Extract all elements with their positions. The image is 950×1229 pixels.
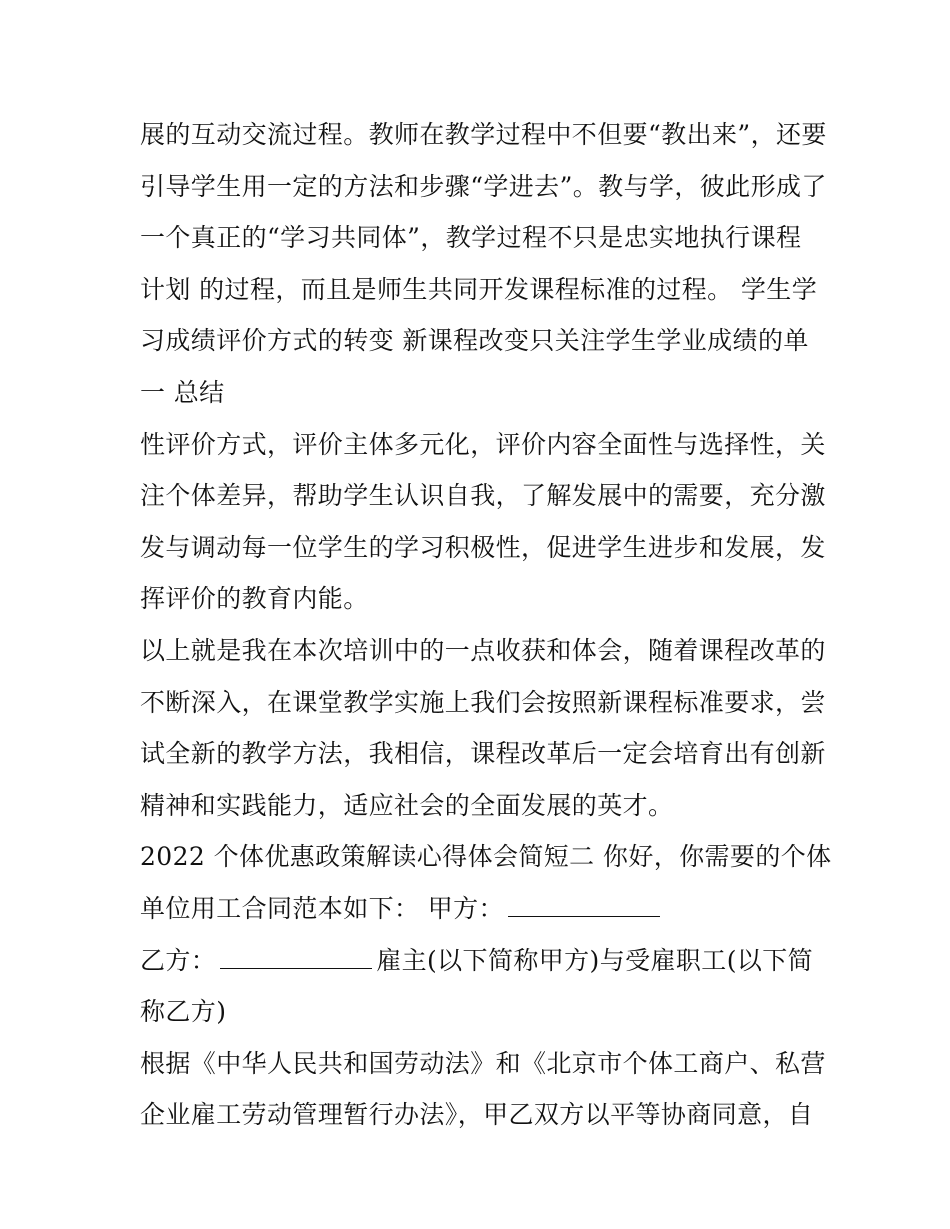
text-line: 习成绩评价方式的转变 新课程改变只关注学生学业成绩的单 [140, 326, 809, 356]
text-line: 引导学生用一定的方法和步骤“学进去”。教与学，彼此形成了 [140, 171, 827, 201]
text-line: 不断深入，在课堂教学实施上我们会按照新课程标准要求，尝 [140, 687, 826, 717]
text-line: 一 总结 [140, 377, 225, 407]
text-line: 以上就是我在本次培训中的一点收获和体会，随着课程改革的 [140, 635, 826, 665]
party-a-text: 单位用工合同范本如下： 甲方： [140, 893, 504, 923]
text-line: 企业雇工劳动管理暂行办法》，甲乙双方以平等协商同意，自 [140, 1100, 814, 1130]
party-b-label: 乙方： [140, 945, 217, 975]
text-line: 精神和实践能力，适应社会的全面发展的英才。 [140, 790, 674, 820]
text-line: 展的互动交流过程。教师在教学过程中不但要“教出来”，还要 [140, 120, 827, 149]
text-line: 计划 的过程，而且是师生共同开发课程标准的过程。 学生学 [140, 274, 818, 304]
party-b-blank [220, 948, 372, 969]
text-line: 称乙方) [140, 997, 227, 1027]
text-line: 挥评价的教育内能。 [140, 584, 369, 614]
text-line: 试全新的教学方法，我相信，课程改革后一定会培育出有创新 [140, 739, 826, 769]
document-body [140, 109, 832, 1141]
text-line: 一个真正的“学习共同体”，教学过程不只是忠实地执行课程 [140, 223, 802, 253]
contract-party-a-line [140, 883, 820, 935]
text-line: 2022 个体优惠政策解读心得体会简短二 你好，你需要的个体 [140, 842, 832, 872]
contract-party-b-line [140, 935, 820, 987]
party-a-blank [508, 896, 660, 917]
text-line: 根据《中华人民共和国劳动法》和《北京市个体工商户、私营 [140, 1048, 826, 1078]
text-line: 性评价方式，评价主体多元化，评价内容全面性与选择性，关 [140, 429, 826, 459]
text-line: 发与调动每一位学生的学习积极性，促进学生进步和发展，发 [140, 532, 826, 562]
text-line: 注个体差异，帮助学生认识自我，了解发展中的需要，充分激 [140, 481, 826, 511]
party-b-text: 雇主(以下简称甲方)与受雇职工(以下简 [376, 945, 814, 975]
